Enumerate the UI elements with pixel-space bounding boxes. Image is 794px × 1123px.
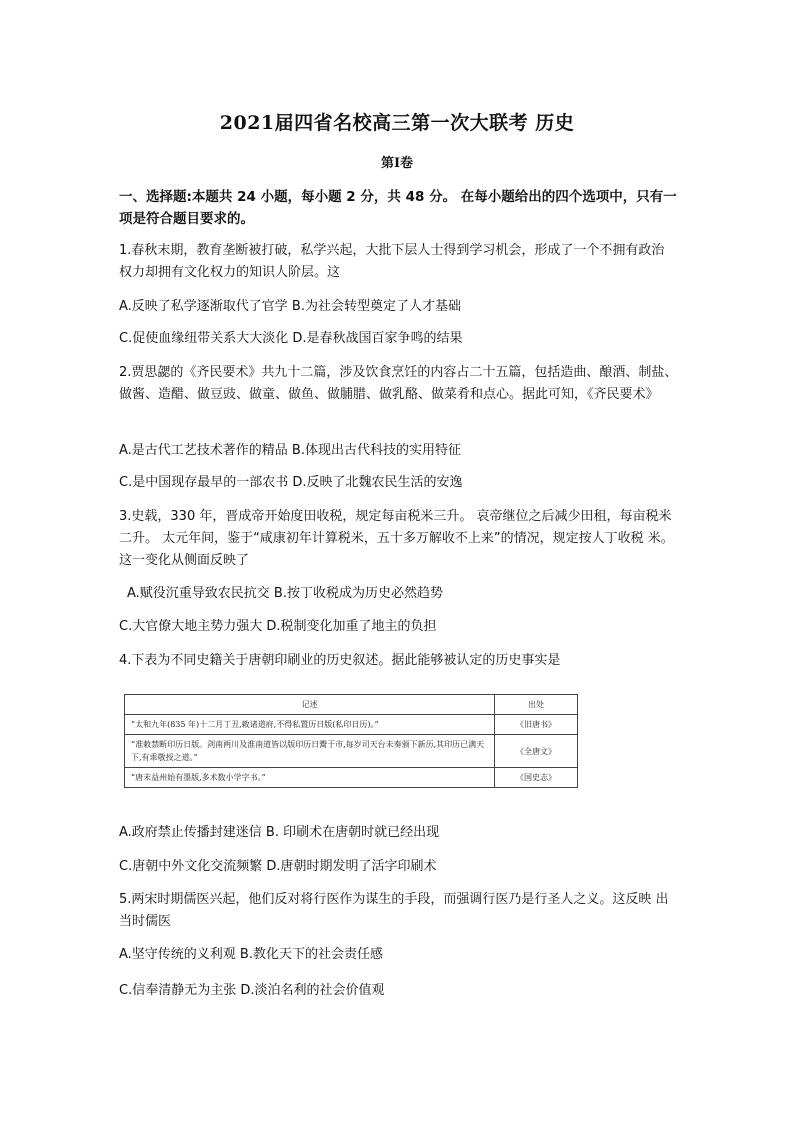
question-5-options-ab: A.坚守传统的义利观 B.教化天下的社会责任感 bbox=[119, 947, 383, 962]
question-1-stem: 1.春秋末期，教育垄断被打破，私学兴起，大批下层人士得到学习机会，形成了一个不拥有政治 权力却拥有文化权力的知识人阶层。这 bbox=[119, 243, 665, 280]
question-2-stem: 2.贾思勰的《齐民要术》共九十二篇，涉及饮食烹饪的内容占二十五篇，包括造曲、酿酒、制盐、 做酱、造醋、做豆豉、做童、做鱼、做脯腊、做乳酪、做菜肴和点心。据此可知，《齐民要术》 bbox=[119, 365, 678, 402]
table-header-source: 出处 bbox=[495, 695, 578, 715]
question-1-options-cd: C.促使血缘纽带关系大大淡化 D.是春秋战国百家争鸣的结果 bbox=[119, 331, 463, 346]
question-4-options-cd: C.唐朝中外文化交流频繁 D.唐朝时期发明了活字印刷术 bbox=[119, 859, 437, 874]
question-1-options-ab: A.反映了私学逐渐取代了官学 B.为社会转型奠定了人才基础 bbox=[119, 299, 461, 314]
question-3-options-cd: C.大官僚大地主势力强大 D.税制变化加重了地主的负担 bbox=[119, 619, 437, 634]
question-3-stem: 3.史载，330 年，晋成帝开始度田收税，规定每亩税米三升。 哀帝继位之后减少田租，每亩税米 二升。 太元年间，鉴于“咸康初年计算税米，五十多万解收不上来”的情况，规定按人丁收税 米。这一变化从侧面反映了 bbox=[119, 509, 674, 568]
table-row bbox=[125, 735, 578, 768]
table-cell-record: “太和九年(835 年)十二月丁丑,敕诸道府,不得私置历日版(私印日历)。” bbox=[125, 715, 495, 735]
table-cell-source: 《国史志》 bbox=[495, 768, 578, 788]
table-cell-source: 《旧唐书》 bbox=[495, 715, 578, 735]
question-2-options-cd: C.是中国现存最早的一部农书 D.反映了北魏农民生活的安逸 bbox=[119, 475, 463, 490]
question-5-stem: 5.两宋时期儒医兴起，他们反对将行医作为谋生的手段，而强调行医乃是行圣人之义。这反映 出当时儒医 bbox=[119, 892, 669, 929]
table-header-row bbox=[125, 695, 578, 715]
source-table bbox=[124, 694, 578, 788]
table-row bbox=[125, 715, 578, 735]
table-row bbox=[125, 768, 578, 788]
question-4-options-ab: A.政府禁止传播封建迷信 B. 印刷术在唐朝时就已经出现 bbox=[119, 825, 440, 840]
page-title: 2021届四省名校高三第一次大联考 历史 bbox=[219, 112, 575, 134]
question-2-options-ab: A.是古代工艺技术著作的精品 B.体现出古代科技的实用特征 bbox=[119, 443, 461, 458]
table-cell-record: “准敕禁断印历日版。剑南两川及淮南道皆以版印历日鬻于市,每岁司天台未奏颁下新历,其印历已满天下,有乖敬授之道。” bbox=[125, 735, 495, 768]
question-3-options-ab: A.赋役沉重导致农民抗交 B.按丁收税成为历史必然趋势 bbox=[127, 586, 443, 601]
question-5-options-cd: C.信奉清静无为主张 D.淡泊名利的社会价值观 bbox=[119, 983, 385, 998]
section-heading: 一、选择题:本题共 24 小题，每小题 2 分，共 48 分。 在每小题给出的四个选项中，只有一项是符合题目要求的。 bbox=[119, 189, 677, 227]
volume-label: 第Ⅰ卷 bbox=[380, 156, 414, 171]
table-header-record: 记述 bbox=[125, 695, 495, 715]
question-4-stem: 4.下表为不同史籍关于唐朝印刷业的历史叙述。据此能够被认定的历史事实是 bbox=[119, 653, 561, 668]
table-cell-source: 《全唐文》 bbox=[495, 735, 578, 768]
table-cell-record: “唐末益州始有墨版,多术数小学字书。” bbox=[125, 768, 495, 788]
